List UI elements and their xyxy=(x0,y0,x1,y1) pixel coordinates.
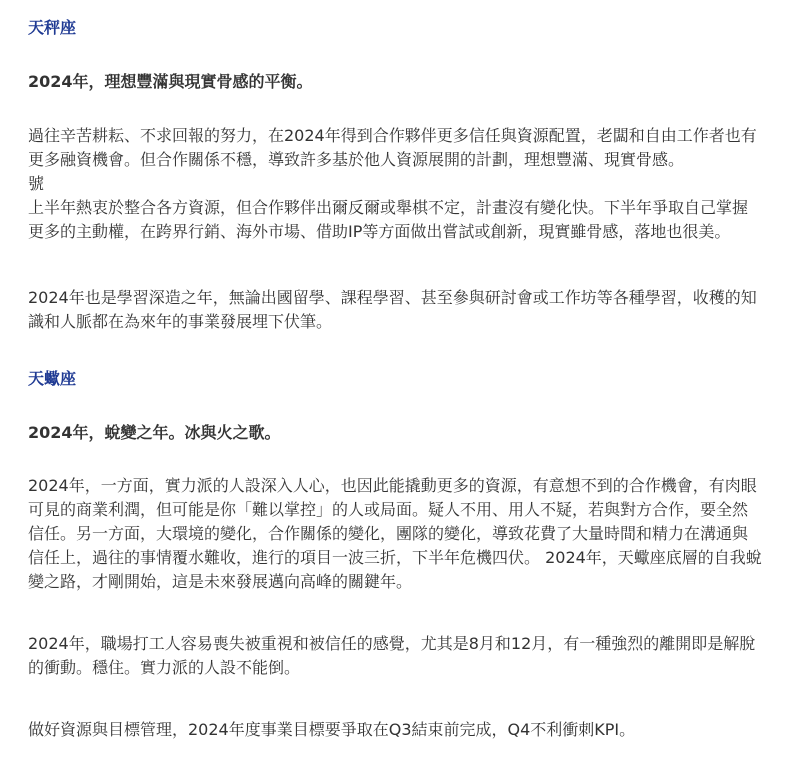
section-heading-scorpio: 天蠍座 xyxy=(28,369,77,388)
section-tagline-scorpio: 2024年，蛻變之年。冰與火之歌。 xyxy=(28,423,281,442)
text-line: 做好資源與目標管理，2024年度事業目標要爭取在Q3結束前完成，Q4不利衝刺KPI。 xyxy=(28,720,636,739)
text-line: 上半年熱衷於整合各方資源，但合作夥伴出爾反爾或舉棋不定，計畫沒有變化快。下半年爭取自己掌握 xyxy=(28,198,749,217)
section-tagline-libra: 2024年，理想豐滿與現實骨感的平衡。 xyxy=(28,72,313,91)
text-line: 變之路，才剛開始，這是未來發展邁向高峰的關鍵年。 xyxy=(28,572,413,591)
paragraph-scorpio-3 xyxy=(28,718,780,742)
section-heading-libra: 天秤座 xyxy=(28,18,77,37)
text-line: 號 xyxy=(28,174,45,193)
paragraph-libra-2 xyxy=(28,286,780,334)
paragraph-scorpio-2 xyxy=(28,632,780,680)
text-line: 2024年，一方面，實力派的人設深入人心，也因此能撬動更多的資源，有意想不到的合作機會，有肉眼 xyxy=(28,476,757,495)
text-line: 過往辛苦耕耘、不求回報的努力，在2024年得到合作夥伴更多信任與資源配置，老闆和自由工作者也有 xyxy=(28,126,757,145)
text-line: 2024年也是學習深造之年，無論出國留學、課程學習、甚至參與研討會或工作坊等各種學習，收穫的知 xyxy=(28,288,757,307)
text-line: 更多的主動權，在跨界行銷、海外市場、借助IP等方面做出嘗試或創新，現實雖骨感，落地也很美。 xyxy=(28,222,731,241)
text-line: 2024年，職場打工人容易喪失被重視和被信任的感覺，尤其是8月和12月，有一種強烈的離開即是解脫 xyxy=(28,634,756,653)
text-line: 更多融資機會。但合作關係不穩，導致許多基於他人資源展開的計劃，理想豐滿、現實骨感。 xyxy=(28,150,685,169)
text-line: 可見的商業利潤，但可能是你「難以掌控」的人或局面。疑人不用、用人不疑，若與對方合作，要全然 xyxy=(28,500,749,519)
text-line: 信任。另一方面，大環境的變化，合作關係的變化，團隊的變化，導致花費了大量時間和精力在溝通與 xyxy=(28,524,749,543)
text-line: 信任上，過往的事情覆水難收，進行的項目一波三折，下半年危機四伏。 2024年，天蠍座底層的自我蛻 xyxy=(28,548,762,567)
text-line: 的衝動。穩住。實力派的人設不能倒。 xyxy=(28,658,301,677)
paragraph-libra-1 xyxy=(28,124,780,244)
paragraph-scorpio-1 xyxy=(28,474,780,594)
text-line: 識和人脈都在為來年的事業發展埋下伏筆。 xyxy=(28,312,333,331)
